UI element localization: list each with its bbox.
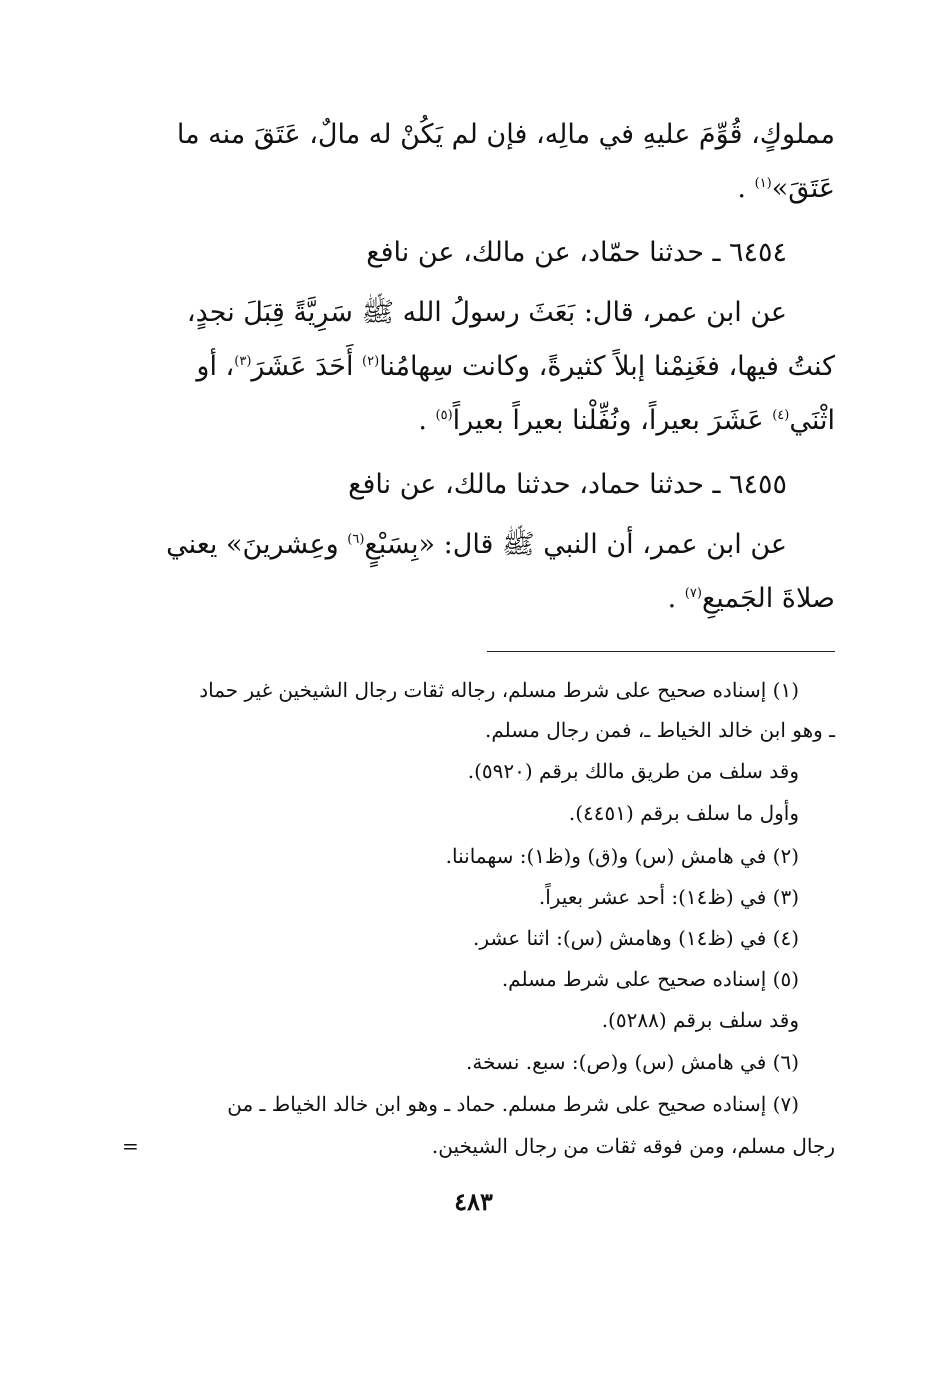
text-run: كنتُ فيها، فغَنِمْنا إبلاً كثيرةً، وكانت سِهامُنا bbox=[379, 351, 835, 382]
footnote-divider bbox=[487, 651, 835, 652]
footnote-line: وقد سلف برقم (٥٢٨٨). bbox=[601, 1008, 799, 1032]
text-run: اثْنَي bbox=[789, 405, 835, 436]
main-text-line: مملوكٍ، قُوِّمَ عليهِ في مالِه، فإن لم يَكُنْ له مالٌ، عَتَقَ منه ما bbox=[176, 119, 835, 150]
hadith-heading: ٦٤٥٤ ـ حدثنا حمّاد، عن مالك، عن نافع bbox=[366, 237, 787, 268]
text-run: . bbox=[667, 583, 685, 614]
footnote-marker: (٣) bbox=[234, 354, 252, 369]
main-text-line bbox=[737, 162, 835, 216]
text-run: وعِشرينَ» يعني bbox=[166, 529, 348, 560]
main-text-line: عن ابن عمر، قال: بَعَثَ رسولُ الله ﷺ سَرِيَّةً قِبَلَ نجدٍ، bbox=[186, 297, 787, 328]
main-text-line bbox=[196, 340, 835, 394]
text-run: صلاةَ الجَميعِ bbox=[701, 583, 835, 614]
text-run: عَتَقَ» bbox=[771, 173, 835, 204]
footnote-line: (٧) إسناده صحيح على شرط مسلم. حماد ـ وهو ابن خالد الخياط ـ من bbox=[227, 1092, 799, 1116]
footnote-line: (١) إسناده صحيح على شرط مسلم، رجاله ثقات رجال الشيخين غير حماد bbox=[199, 678, 799, 702]
text-run: أَحَدَ عَشَرَ bbox=[251, 351, 363, 382]
footnote-line: (٤) في (ظ١٤) وهامش (س): اثنا عشر. bbox=[472, 926, 799, 950]
footnote-marker: (٢) bbox=[362, 354, 380, 369]
footnote-line: رجال مسلم، ومن فوقه ثقات من رجال الشيخين. bbox=[431, 1134, 835, 1158]
hadith-heading: ٦٤٥٥ ـ حدثنا حماد، حدثنا مالك، عن نافع bbox=[348, 469, 787, 500]
main-text-line bbox=[166, 518, 787, 572]
footnote-marker: (٦) bbox=[347, 532, 365, 547]
footnote-marker: (٤) bbox=[772, 408, 790, 423]
footnote-marker: (٧) bbox=[684, 586, 702, 601]
text-run: . bbox=[737, 173, 755, 204]
main-text-line bbox=[668, 572, 835, 626]
footnote-line: وأول ما سلف برقم (٤٤٥١). bbox=[568, 801, 799, 825]
text-run: . bbox=[418, 405, 436, 436]
footnote-line: (٦) في هامش (س) و(ص): سبع. نسخة. bbox=[466, 1050, 799, 1074]
footnote-marker: (٥) bbox=[435, 408, 453, 423]
continuation-mark: = bbox=[122, 1134, 139, 1158]
footnote-line: (٣) في (ظ١٤): أحد عشر بعيراً. bbox=[538, 885, 799, 909]
footnote-line: (٥) إسناده صحيح على شرط مسلم. bbox=[501, 967, 799, 991]
footnote-line: ـ وهو ابن خالد الخياط ـ، فمن رجال مسلم. bbox=[485, 718, 835, 742]
main-text-line bbox=[418, 394, 835, 448]
footnote-line: (٢) في هامش (س) و(ق) و(ظ١): سهماننا. bbox=[445, 844, 799, 868]
text-run: عن ابن عمر، أن النبي ﷺ قال: «بِسَبْعٍ bbox=[364, 529, 787, 560]
text-run: عَشَرَ بعيراً، ونُفِّلْنا بعيراً بعيراً bbox=[452, 405, 773, 436]
page-number: ٤٨٣ bbox=[454, 1187, 493, 1216]
footnote-marker: (١) bbox=[754, 176, 772, 191]
footnote-line: وقد سلف من طريق مالك برقم (٥٩٢٠). bbox=[467, 759, 799, 783]
text-run: ، أو bbox=[196, 351, 235, 382]
